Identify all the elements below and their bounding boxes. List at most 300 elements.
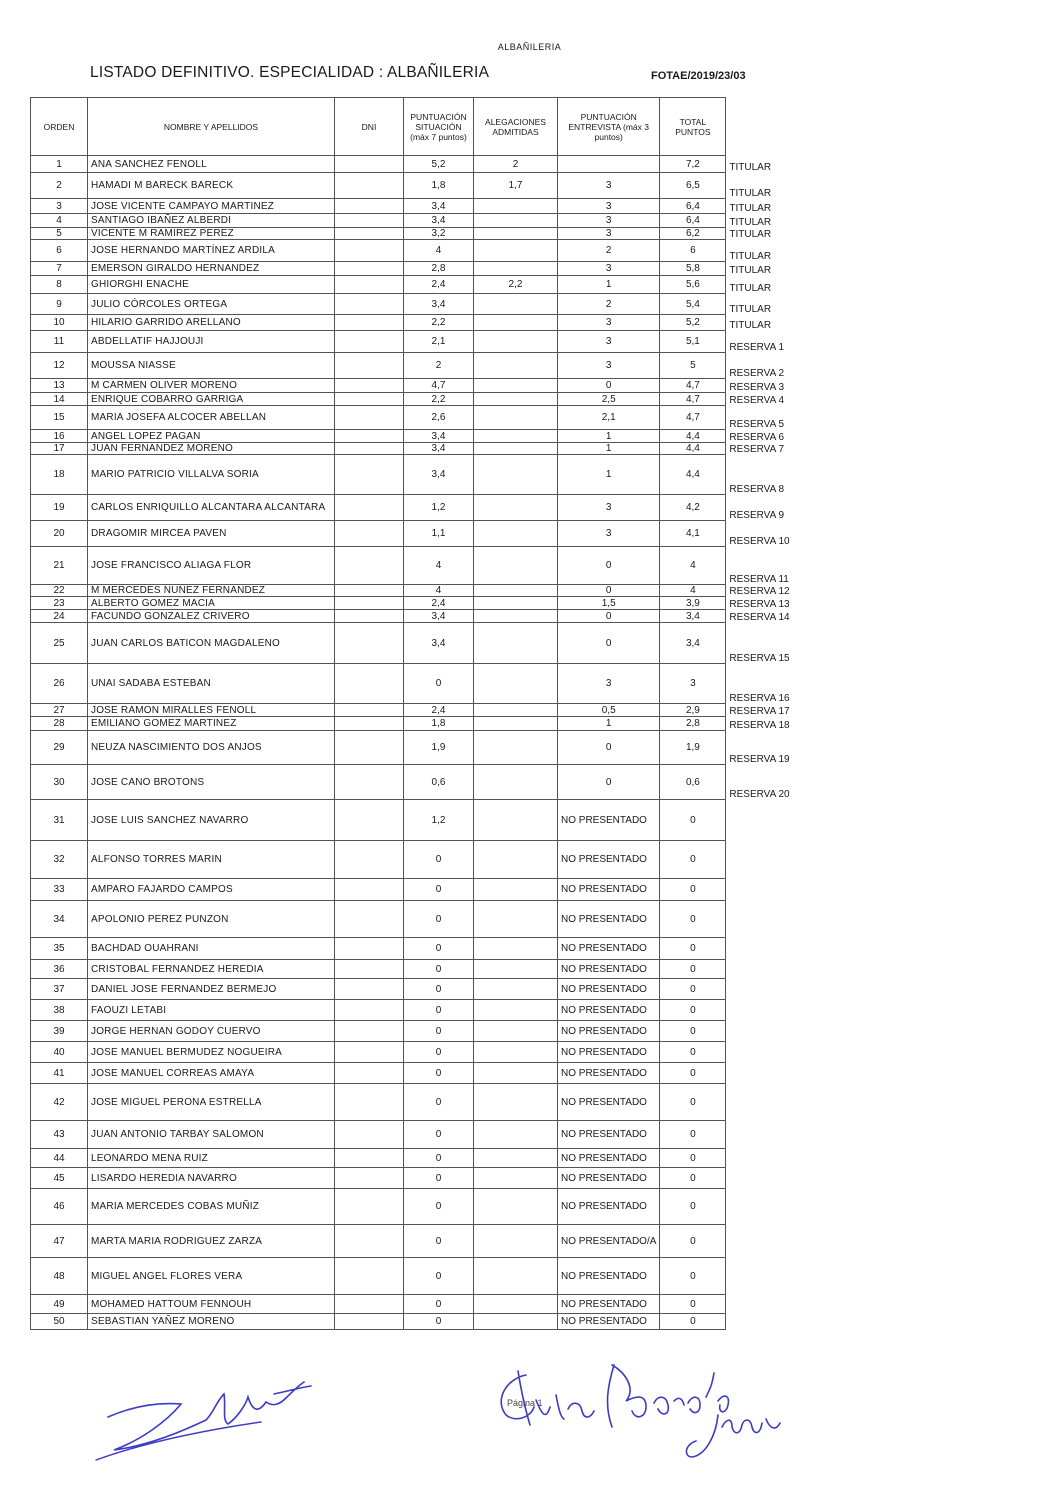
cell-dni <box>335 276 404 294</box>
table-row <box>31 1149 806 1168</box>
results-table <box>30 97 806 1330</box>
cell-entrevista: 1,5 <box>558 597 660 610</box>
cell-estado: RESERVA 2 <box>729 367 785 379</box>
table-row <box>31 547 806 585</box>
cell-nombre: HAMADI M BARECK BARECK <box>88 173 335 199</box>
cell-alegaciones <box>474 717 558 731</box>
cell-orden: 23 <box>31 597 88 610</box>
cell-alegaciones <box>474 240 558 262</box>
cell-entrevista: 0 <box>558 765 660 800</box>
cell-nombre: M MERCEDES NUÑEZ FERNANDEZ <box>88 585 335 597</box>
cell-entrevista: NO PRESENTADO <box>558 1021 660 1042</box>
cell-situacion: 0 <box>404 1295 474 1314</box>
cell-total: 0 <box>660 1225 726 1258</box>
cell-entrevista: NO PRESENTADO <box>558 960 660 979</box>
cell-situacion: 0 <box>404 1149 474 1168</box>
cell-situacion: 2,2 <box>404 315 474 331</box>
cell-dni <box>335 1021 404 1042</box>
cell-situacion: 0 <box>404 1000 474 1021</box>
cell-orden: 12 <box>31 353 88 379</box>
cell-situacion: 2,8 <box>404 262 474 276</box>
cell-total: 0 <box>660 938 726 960</box>
cell-situacion: 3,2 <box>404 228 474 240</box>
cell-estado: RESERVA 13 <box>729 598 790 610</box>
cell-nombre: MARTA MARIA RODRIGUEZ ZARZA <box>88 1225 335 1258</box>
cell-estado <box>726 1258 806 1295</box>
cell-situacion: 2,6 <box>404 406 474 430</box>
cell-alegaciones <box>474 1063 558 1084</box>
table-row <box>31 294 806 315</box>
table-row <box>31 664 806 704</box>
cell-estado <box>726 960 806 979</box>
cell-orden: 29 <box>31 731 88 765</box>
cell-alegaciones <box>474 979 558 1000</box>
cell-estado: RESERVA 19 <box>729 753 790 765</box>
cell-estado: TITULAR <box>729 228 772 240</box>
cell-nombre: JUAN FERNANDEZ MORENO <box>88 443 335 455</box>
cell-nombre: ALFONSO TORRES MARIN <box>88 841 335 879</box>
cell-orden: 8 <box>31 276 88 294</box>
cell-entrevista: 0 <box>558 623 660 664</box>
cell-nombre: CRISTOBAL FERNANDEZ HEREDIA <box>88 960 335 979</box>
cell-alegaciones <box>474 901 558 938</box>
table-row <box>31 1168 806 1189</box>
cell-nombre: JOSE VICENTE CAMPAYO MARTINEZ <box>88 199 335 214</box>
cell-dni <box>335 1042 404 1063</box>
cell-total: 3 <box>660 664 726 704</box>
cell-dni <box>335 1121 404 1149</box>
cell-estado: TITULAR <box>729 303 772 315</box>
cell-alegaciones <box>474 704 558 717</box>
cell-estado: RESERVA 5 <box>729 418 785 430</box>
cell-estado: TITULAR <box>729 282 772 294</box>
cell-nombre: JOSE FRANCISCO ALIAGA FLOR <box>88 547 335 585</box>
cell-orden: 47 <box>31 1225 88 1258</box>
cell-estado <box>726 800 806 841</box>
cell-entrevista <box>558 156 660 173</box>
cell-nombre: JOSE RAMON MIRALLES FENOLL <box>88 704 335 717</box>
cell-nombre: SEBASTIAN YAÑEZ MORENO <box>88 1314 335 1330</box>
cell-orden: 18 <box>31 455 88 495</box>
cell-orden: 7 <box>31 262 88 276</box>
cell-total: 0 <box>660 1021 726 1042</box>
cell-nombre: DRAGOMIR MIRCEA PAVEN <box>88 521 335 547</box>
cell-situacion: 0 <box>404 841 474 879</box>
cell-orden: 27 <box>31 704 88 717</box>
cell-nombre: VICENTE M RAMIREZ PEREZ <box>88 228 335 240</box>
cell-orden: 10 <box>31 315 88 331</box>
cell-nombre: LISARDO HEREDIA NAVARRO <box>88 1168 335 1189</box>
cell-alegaciones <box>474 585 558 597</box>
cell-alegaciones <box>474 393 558 406</box>
cell-total: 4,1 <box>660 521 726 547</box>
cell-nombre: EMERSON GIRALDO HERNANDEZ <box>88 262 335 276</box>
cell-entrevista: 3 <box>558 262 660 276</box>
cell-orden: 40 <box>31 1042 88 1063</box>
cell-dni <box>335 585 404 597</box>
cell-dni <box>335 960 404 979</box>
cell-dni <box>335 240 404 262</box>
cell-orden: 1 <box>31 156 88 173</box>
cell-estado: RESERVA 9 <box>729 509 785 521</box>
cell-total: 4,7 <box>660 406 726 430</box>
cell-situacion: 1,9 <box>404 731 474 765</box>
cell-dni <box>335 455 404 495</box>
cell-total: 6,4 <box>660 214 726 228</box>
header-situacion: PUNTUACIÓN SITUACIÓN (máx 7 puntos) <box>404 98 474 156</box>
cell-estado <box>726 901 806 938</box>
cell-dni <box>335 353 404 379</box>
cell-situacion: 0 <box>404 1314 474 1330</box>
cell-situacion: 0 <box>404 1084 474 1121</box>
cell-estado <box>726 879 806 901</box>
cell-total: 5,2 <box>660 315 726 331</box>
cell-total: 6,2 <box>660 228 726 240</box>
table-row <box>31 1295 806 1314</box>
cell-total: 0 <box>660 1314 726 1330</box>
cell-situacion: 0 <box>404 1063 474 1084</box>
cell-dni <box>335 173 404 199</box>
cell-dni <box>335 430 404 443</box>
cell-total: 2,8 <box>660 717 726 731</box>
cell-nombre: MIGUEL ANGEL FLORES VERA <box>88 1258 335 1295</box>
cell-estado <box>726 1121 806 1149</box>
cell-orden: 2 <box>31 173 88 199</box>
cell-situacion: 2,4 <box>404 597 474 610</box>
cell-dni <box>335 1063 404 1084</box>
cell-orden: 49 <box>31 1295 88 1314</box>
cell-orden: 5 <box>31 228 88 240</box>
cell-orden: 50 <box>31 1314 88 1330</box>
cell-orden: 19 <box>31 495 88 521</box>
cell-orden: 25 <box>31 623 88 664</box>
cell-entrevista: NO PRESENTADO <box>558 938 660 960</box>
cell-nombre: MARIO PATRICIO VILLALVA SORIA <box>88 455 335 495</box>
cell-total: 5,4 <box>660 294 726 315</box>
cell-total: 0 <box>660 879 726 901</box>
cell-situacion: 2,2 <box>404 393 474 406</box>
cell-nombre: CARLOS ENRIQUILLO ALCANTARA ALCANTARA <box>88 495 335 521</box>
cell-nombre: BACHDAD OUAHRANI <box>88 938 335 960</box>
cell-situacion: 0 <box>404 1168 474 1189</box>
cell-orden: 11 <box>31 331 88 353</box>
cell-situacion: 0 <box>404 1042 474 1063</box>
cell-nombre: ANGEL LOPEZ PAGAN <box>88 430 335 443</box>
cell-total: 4,4 <box>660 443 726 455</box>
cell-total: 4,4 <box>660 430 726 443</box>
cell-total: 0 <box>660 1168 726 1189</box>
cell-entrevista: NO PRESENTADO <box>558 1084 660 1121</box>
cell-orden: 16 <box>31 430 88 443</box>
cell-estado <box>726 938 806 960</box>
cell-nombre: HILARIO GARRIDO ARELLANO <box>88 315 335 331</box>
cell-total: 0 <box>660 1000 726 1021</box>
cell-total: 6 <box>660 240 726 262</box>
cell-alegaciones <box>474 623 558 664</box>
table-row <box>31 199 806 214</box>
cell-estado <box>726 1000 806 1021</box>
table-row <box>31 979 806 1000</box>
cell-alegaciones <box>474 443 558 455</box>
cell-situacion: 3,4 <box>404 455 474 495</box>
cell-entrevista: 3 <box>558 521 660 547</box>
cell-alegaciones: 1,7 <box>474 173 558 199</box>
cell-alegaciones <box>474 1149 558 1168</box>
cell-dni <box>335 1295 404 1314</box>
page-number: Página 1 <box>507 1398 543 1408</box>
cell-nombre: ENRIQUE COBARRO GARRIGA <box>88 393 335 406</box>
cell-dni <box>335 731 404 765</box>
cell-situacion: 4 <box>404 240 474 262</box>
cell-nombre: MOUSSA NIASSE <box>88 353 335 379</box>
cell-situacion: 0 <box>404 1121 474 1149</box>
cell-alegaciones: 2 <box>474 156 558 173</box>
cell-nombre: UNAI SADABA ESTEBAN <box>88 664 335 704</box>
cell-total: 4,2 <box>660 495 726 521</box>
table-row <box>31 1121 806 1149</box>
cell-entrevista: 3 <box>558 331 660 353</box>
cell-entrevista: 0 <box>558 731 660 765</box>
cell-total: 0 <box>660 1149 726 1168</box>
table-row <box>31 353 806 379</box>
cell-entrevista: 3 <box>558 315 660 331</box>
cell-dni <box>335 1225 404 1258</box>
cell-entrevista: NO PRESENTADO <box>558 1149 660 1168</box>
table-row <box>31 800 806 841</box>
page-caption: ALBAÑILERIA <box>497 42 562 52</box>
cell-entrevista: NO PRESENTADO <box>558 979 660 1000</box>
cell-alegaciones <box>474 1225 558 1258</box>
cell-alegaciones <box>474 841 558 879</box>
cell-entrevista: 0 <box>558 610 660 623</box>
cell-estado <box>726 1314 806 1330</box>
cell-nombre: JUAN CARLOS BATICON MAGDALENO <box>88 623 335 664</box>
cell-nombre: JOSE LUIS SANCHEZ NAVARRO <box>88 800 335 841</box>
table-row <box>31 276 806 294</box>
cell-nombre: JULIO CÓRCOLES ORTEGA <box>88 294 335 315</box>
table-row <box>31 704 806 717</box>
cell-estado: RESERVA 6 <box>729 431 785 443</box>
cell-estado: RESERVA 4 <box>729 394 785 406</box>
cell-orden: 31 <box>31 800 88 841</box>
cell-nombre: NEUZA NASCIMIENTO DOS ANJOS <box>88 731 335 765</box>
cell-alegaciones <box>474 664 558 704</box>
cell-entrevista: 2 <box>558 294 660 315</box>
cell-dni <box>335 717 404 731</box>
cell-estado <box>726 1063 806 1084</box>
table-row <box>31 731 806 765</box>
cell-nombre: ALBERTO GOMEZ MACIA <box>88 597 335 610</box>
table-row <box>31 1042 806 1063</box>
signature-left <box>86 1362 326 1474</box>
cell-alegaciones <box>474 610 558 623</box>
cell-total: 5,6 <box>660 276 726 294</box>
cell-alegaciones <box>474 1121 558 1149</box>
cell-alegaciones: 2,2 <box>474 276 558 294</box>
cell-nombre: JOSE CANO BROTONS <box>88 765 335 800</box>
cell-nombre: GHIORGHI ENACHE <box>88 276 335 294</box>
cell-estado <box>726 1042 806 1063</box>
cell-situacion: 0 <box>404 1225 474 1258</box>
cell-dni <box>335 331 404 353</box>
cell-total: 0 <box>660 800 726 841</box>
cell-orden: 42 <box>31 1084 88 1121</box>
cell-situacion: 4 <box>404 547 474 585</box>
cell-situacion: 2,4 <box>404 276 474 294</box>
cell-entrevista: 2,5 <box>558 393 660 406</box>
header-estado <box>726 98 806 156</box>
cell-entrevista: 3 <box>558 214 660 228</box>
cell-nombre: APOLONIO PEREZ PUNZON <box>88 901 335 938</box>
cell-total: 0 <box>660 1258 726 1295</box>
header-orden: ORDEN <box>31 98 88 156</box>
cell-orden: 37 <box>31 979 88 1000</box>
cell-alegaciones <box>474 495 558 521</box>
cell-entrevista: 3 <box>558 353 660 379</box>
cell-entrevista: 3 <box>558 495 660 521</box>
cell-dni <box>335 262 404 276</box>
table-row <box>31 1258 806 1295</box>
cell-nombre: EMILIANO GOMEZ MARTINEZ <box>88 717 335 731</box>
cell-situacion: 0 <box>404 1189 474 1225</box>
cell-alegaciones <box>474 1021 558 1042</box>
cell-alegaciones <box>474 262 558 276</box>
cell-situacion: 1,8 <box>404 173 474 199</box>
table-body <box>31 156 806 1330</box>
cell-dni <box>335 610 404 623</box>
cell-total: 4 <box>660 547 726 585</box>
cell-dni <box>335 938 404 960</box>
cell-dni <box>335 1168 404 1189</box>
cell-alegaciones <box>474 1258 558 1295</box>
cell-estado <box>726 1149 806 1168</box>
cell-situacion: 2,1 <box>404 331 474 353</box>
cell-entrevista: 0 <box>558 379 660 393</box>
cell-alegaciones <box>474 1000 558 1021</box>
cell-total: 0 <box>660 1042 726 1063</box>
cell-dni <box>335 623 404 664</box>
cell-total: 7,2 <box>660 156 726 173</box>
cell-alegaciones <box>474 521 558 547</box>
cell-total: 0 <box>660 1084 726 1121</box>
cell-orden: 9 <box>31 294 88 315</box>
cell-dni <box>335 879 404 901</box>
signature-right <box>486 1345 796 1470</box>
cell-alegaciones <box>474 406 558 430</box>
cell-estado <box>726 1168 806 1189</box>
cell-total: 5,8 <box>660 262 726 276</box>
cell-dni <box>335 664 404 704</box>
cell-dni <box>335 1084 404 1121</box>
cell-entrevista: NO PRESENTADO <box>558 1000 660 1021</box>
cell-dni <box>335 704 404 717</box>
table-row <box>31 331 806 353</box>
cell-total: 0 <box>660 1121 726 1149</box>
cell-nombre: JOSE MANUEL BERMUDEZ NOGUEIRA <box>88 1042 335 1063</box>
cell-situacion: 0 <box>404 879 474 901</box>
header-dni: DNI <box>335 98 404 156</box>
cell-orden: 22 <box>31 585 88 597</box>
cell-estado: RESERVA 1 <box>729 341 785 353</box>
cell-orden: 24 <box>31 610 88 623</box>
cell-nombre: FACUNDO GONZALEZ CRIVERO <box>88 610 335 623</box>
cell-estado <box>726 1295 806 1314</box>
cell-entrevista: 0 <box>558 585 660 597</box>
cell-estado: RESERVA 18 <box>729 719 790 731</box>
cell-estado: RESERVA 14 <box>729 611 790 623</box>
cell-entrevista: NO PRESENTADO/A <box>558 1225 660 1258</box>
cell-alegaciones <box>474 597 558 610</box>
cell-alegaciones <box>474 379 558 393</box>
cell-dni <box>335 521 404 547</box>
table-row <box>31 1314 806 1330</box>
cell-estado: TITULAR <box>729 250 772 262</box>
cell-dni <box>335 1258 404 1295</box>
cell-alegaciones <box>474 731 558 765</box>
cell-orden: 3 <box>31 199 88 214</box>
cell-alegaciones <box>474 1189 558 1225</box>
table-row <box>31 228 806 240</box>
table-row <box>31 240 806 262</box>
table-row <box>31 315 806 331</box>
table-row <box>31 455 806 495</box>
cell-nombre: JORGE HERNAN GODOY CUERVO <box>88 1021 335 1042</box>
cell-nombre: JOSE MANUEL CORREAS AMAYA <box>88 1063 335 1084</box>
cell-dni <box>335 597 404 610</box>
cell-estado: TITULAR <box>729 216 772 228</box>
cell-nombre: ABDELLATIF HAJJOUJI <box>88 331 335 353</box>
cell-entrevista: 1 <box>558 717 660 731</box>
cell-alegaciones <box>474 765 558 800</box>
cell-estado: RESERVA 10 <box>729 535 790 547</box>
cell-dni <box>335 199 404 214</box>
table-row <box>31 960 806 979</box>
cell-orden: 14 <box>31 393 88 406</box>
cell-alegaciones <box>474 331 558 353</box>
cell-situacion: 3,4 <box>404 199 474 214</box>
cell-situacion: 3,4 <box>404 430 474 443</box>
cell-situacion: 2,4 <box>404 704 474 717</box>
table-row <box>31 1225 806 1258</box>
cell-situacion: 1,8 <box>404 717 474 731</box>
cell-orden: 15 <box>31 406 88 430</box>
table-row <box>31 173 806 199</box>
cell-total: 0 <box>660 1063 726 1084</box>
cell-situacion: 3,4 <box>404 443 474 455</box>
cell-orden: 43 <box>31 1121 88 1149</box>
table-row <box>31 430 806 443</box>
cell-dni <box>335 393 404 406</box>
cell-estado <box>726 979 806 1000</box>
cell-entrevista: 2 <box>558 240 660 262</box>
cell-situacion: 2 <box>404 353 474 379</box>
cell-entrevista: NO PRESENTADO <box>558 901 660 938</box>
cell-situacion: 3,4 <box>404 610 474 623</box>
cell-total: 2,9 <box>660 704 726 717</box>
cell-dni <box>335 228 404 240</box>
cell-nombre: ANA SANCHEZ FENOLL <box>88 156 335 173</box>
cell-estado: TITULAR <box>729 264 772 276</box>
cell-total: 0 <box>660 960 726 979</box>
cell-nombre: DANIEL JOSE FERNANDEZ BERMEJO <box>88 979 335 1000</box>
cell-entrevista: NO PRESENTADO <box>558 1168 660 1189</box>
cell-total: 1,9 <box>660 731 726 765</box>
cell-estado: RESERVA 8 <box>729 483 785 495</box>
cell-situacion: 5,2 <box>404 156 474 173</box>
cell-alegaciones <box>474 1314 558 1330</box>
table-row <box>31 597 806 610</box>
cell-situacion: 0 <box>404 664 474 704</box>
